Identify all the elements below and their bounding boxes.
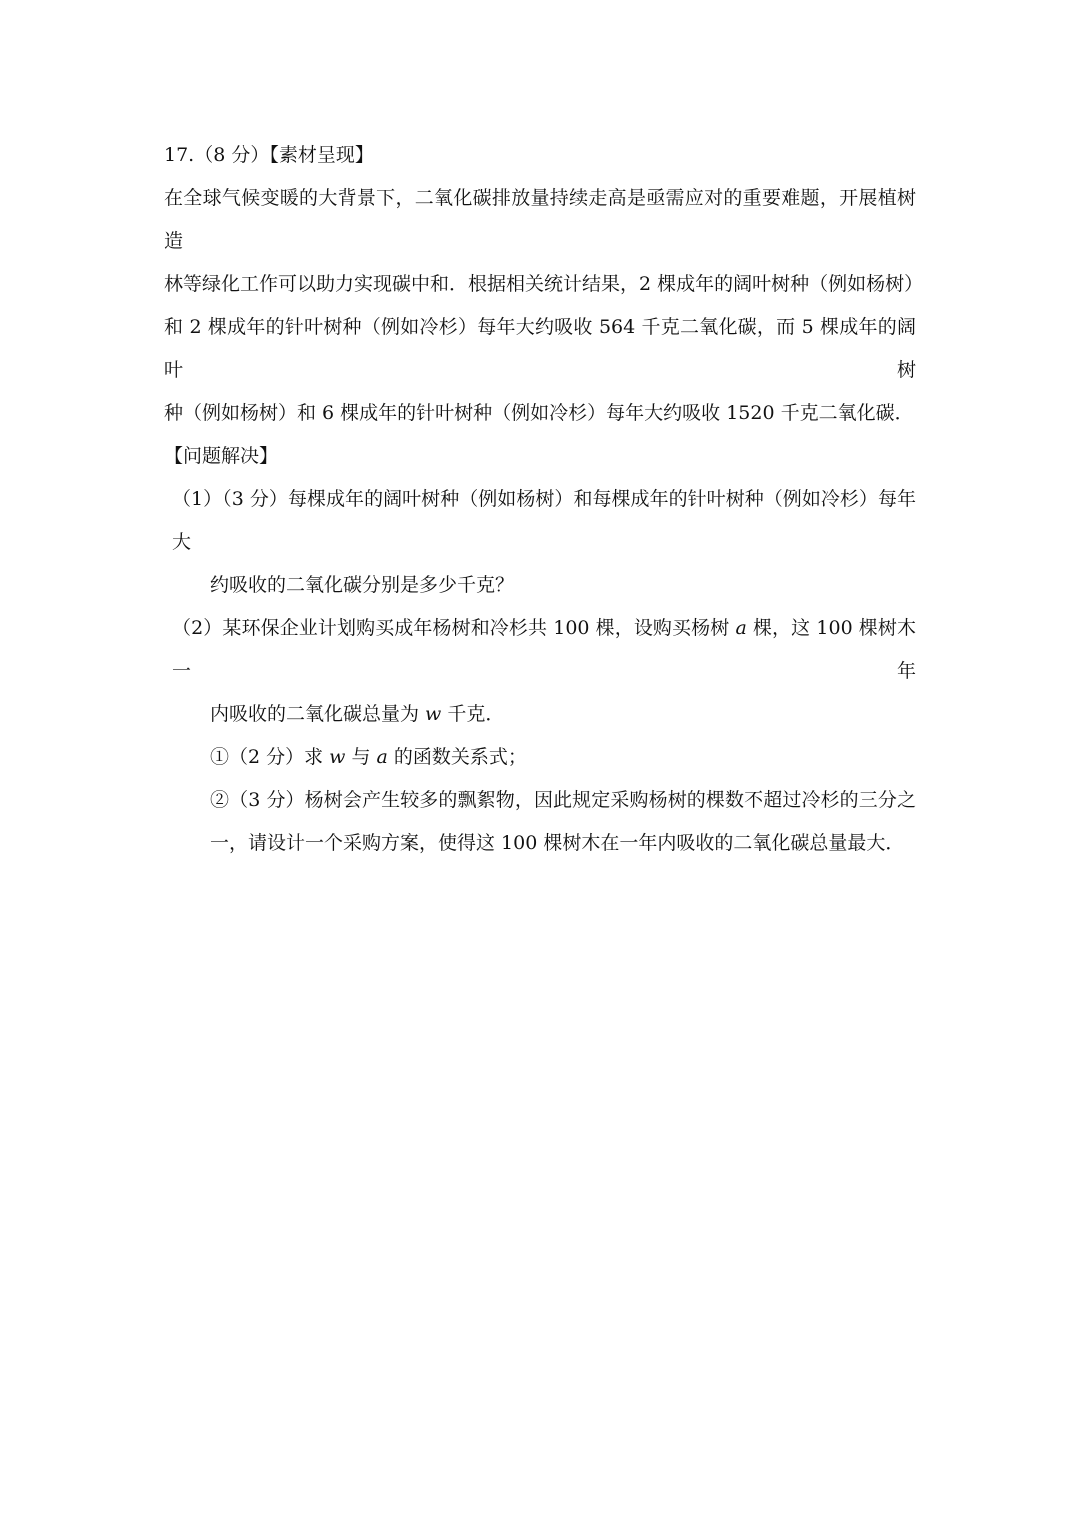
sub-question-1 [164,736,916,779]
material-line: 种（例如杨树）和 6 棵成年的针叶树种（例如冷杉）每年大约吸收 1520 千克二氧化碳． [164,402,914,424]
text-segment: 内吸收的二氧化碳总量为 [210,703,426,725]
part-2 [164,607,916,865]
question-17 [164,134,924,865]
variable-w: w [329,746,346,768]
text-segment: 与 [345,746,377,768]
sub-question-2-line: 一，请设计一个采购方案，使得这 100 棵树木在一年内吸收的二氧化碳总量最大． [210,832,905,854]
sub-question-2-line: ②（3 分）杨树会产生较多的飘絮物，因此规定采购杨树的棵数不超过冷杉的三分之 [210,789,916,811]
text-segment: 千克． [441,703,505,725]
text-segment: （2）某环保企业计划购买成年杨树和冷杉共 100 棵，设购买杨树 [172,617,736,639]
part-1-line: （1）（3 分）每棵成年的阔叶树种（例如杨树）和每棵成年的针叶树种（例如冷杉）每年大 [172,488,916,553]
text-segment: ①（2 分）求 [210,746,330,768]
material-paragraph [164,177,924,435]
variable-w: w [425,703,442,725]
question-header: 17.（8 分）【素材呈现】 [164,144,374,166]
text-segment: 棵，这 100 棵树木一年 [172,617,916,682]
material-line: 和 2 棵成年的针叶树种（例如冷杉）每年大约吸收 564 千克二氧化碳，而 5 棵成年的阔叶树 [164,316,916,381]
part-2-line [164,607,916,693]
part-2-line [164,693,916,736]
material-line: 在全球气候变暖的大背景下，二氧化碳排放量持续走高是亟需应对的重要难题，开展植树造 [164,187,916,252]
variable-a: a [735,617,747,639]
part-1-line: 约吸收的二氧化碳分别是多少千克？ [210,574,515,596]
part-1 [164,478,916,607]
variable-a: a [376,746,388,768]
section-heading: 【问题解决】 [164,445,279,467]
material-line: 林等绿化工作可以助力实现碳中和．根据相关统计结果，2 棵成年的阔叶树种（例如杨树） [164,273,924,295]
text-segment: 的函数关系式； [387,746,527,768]
